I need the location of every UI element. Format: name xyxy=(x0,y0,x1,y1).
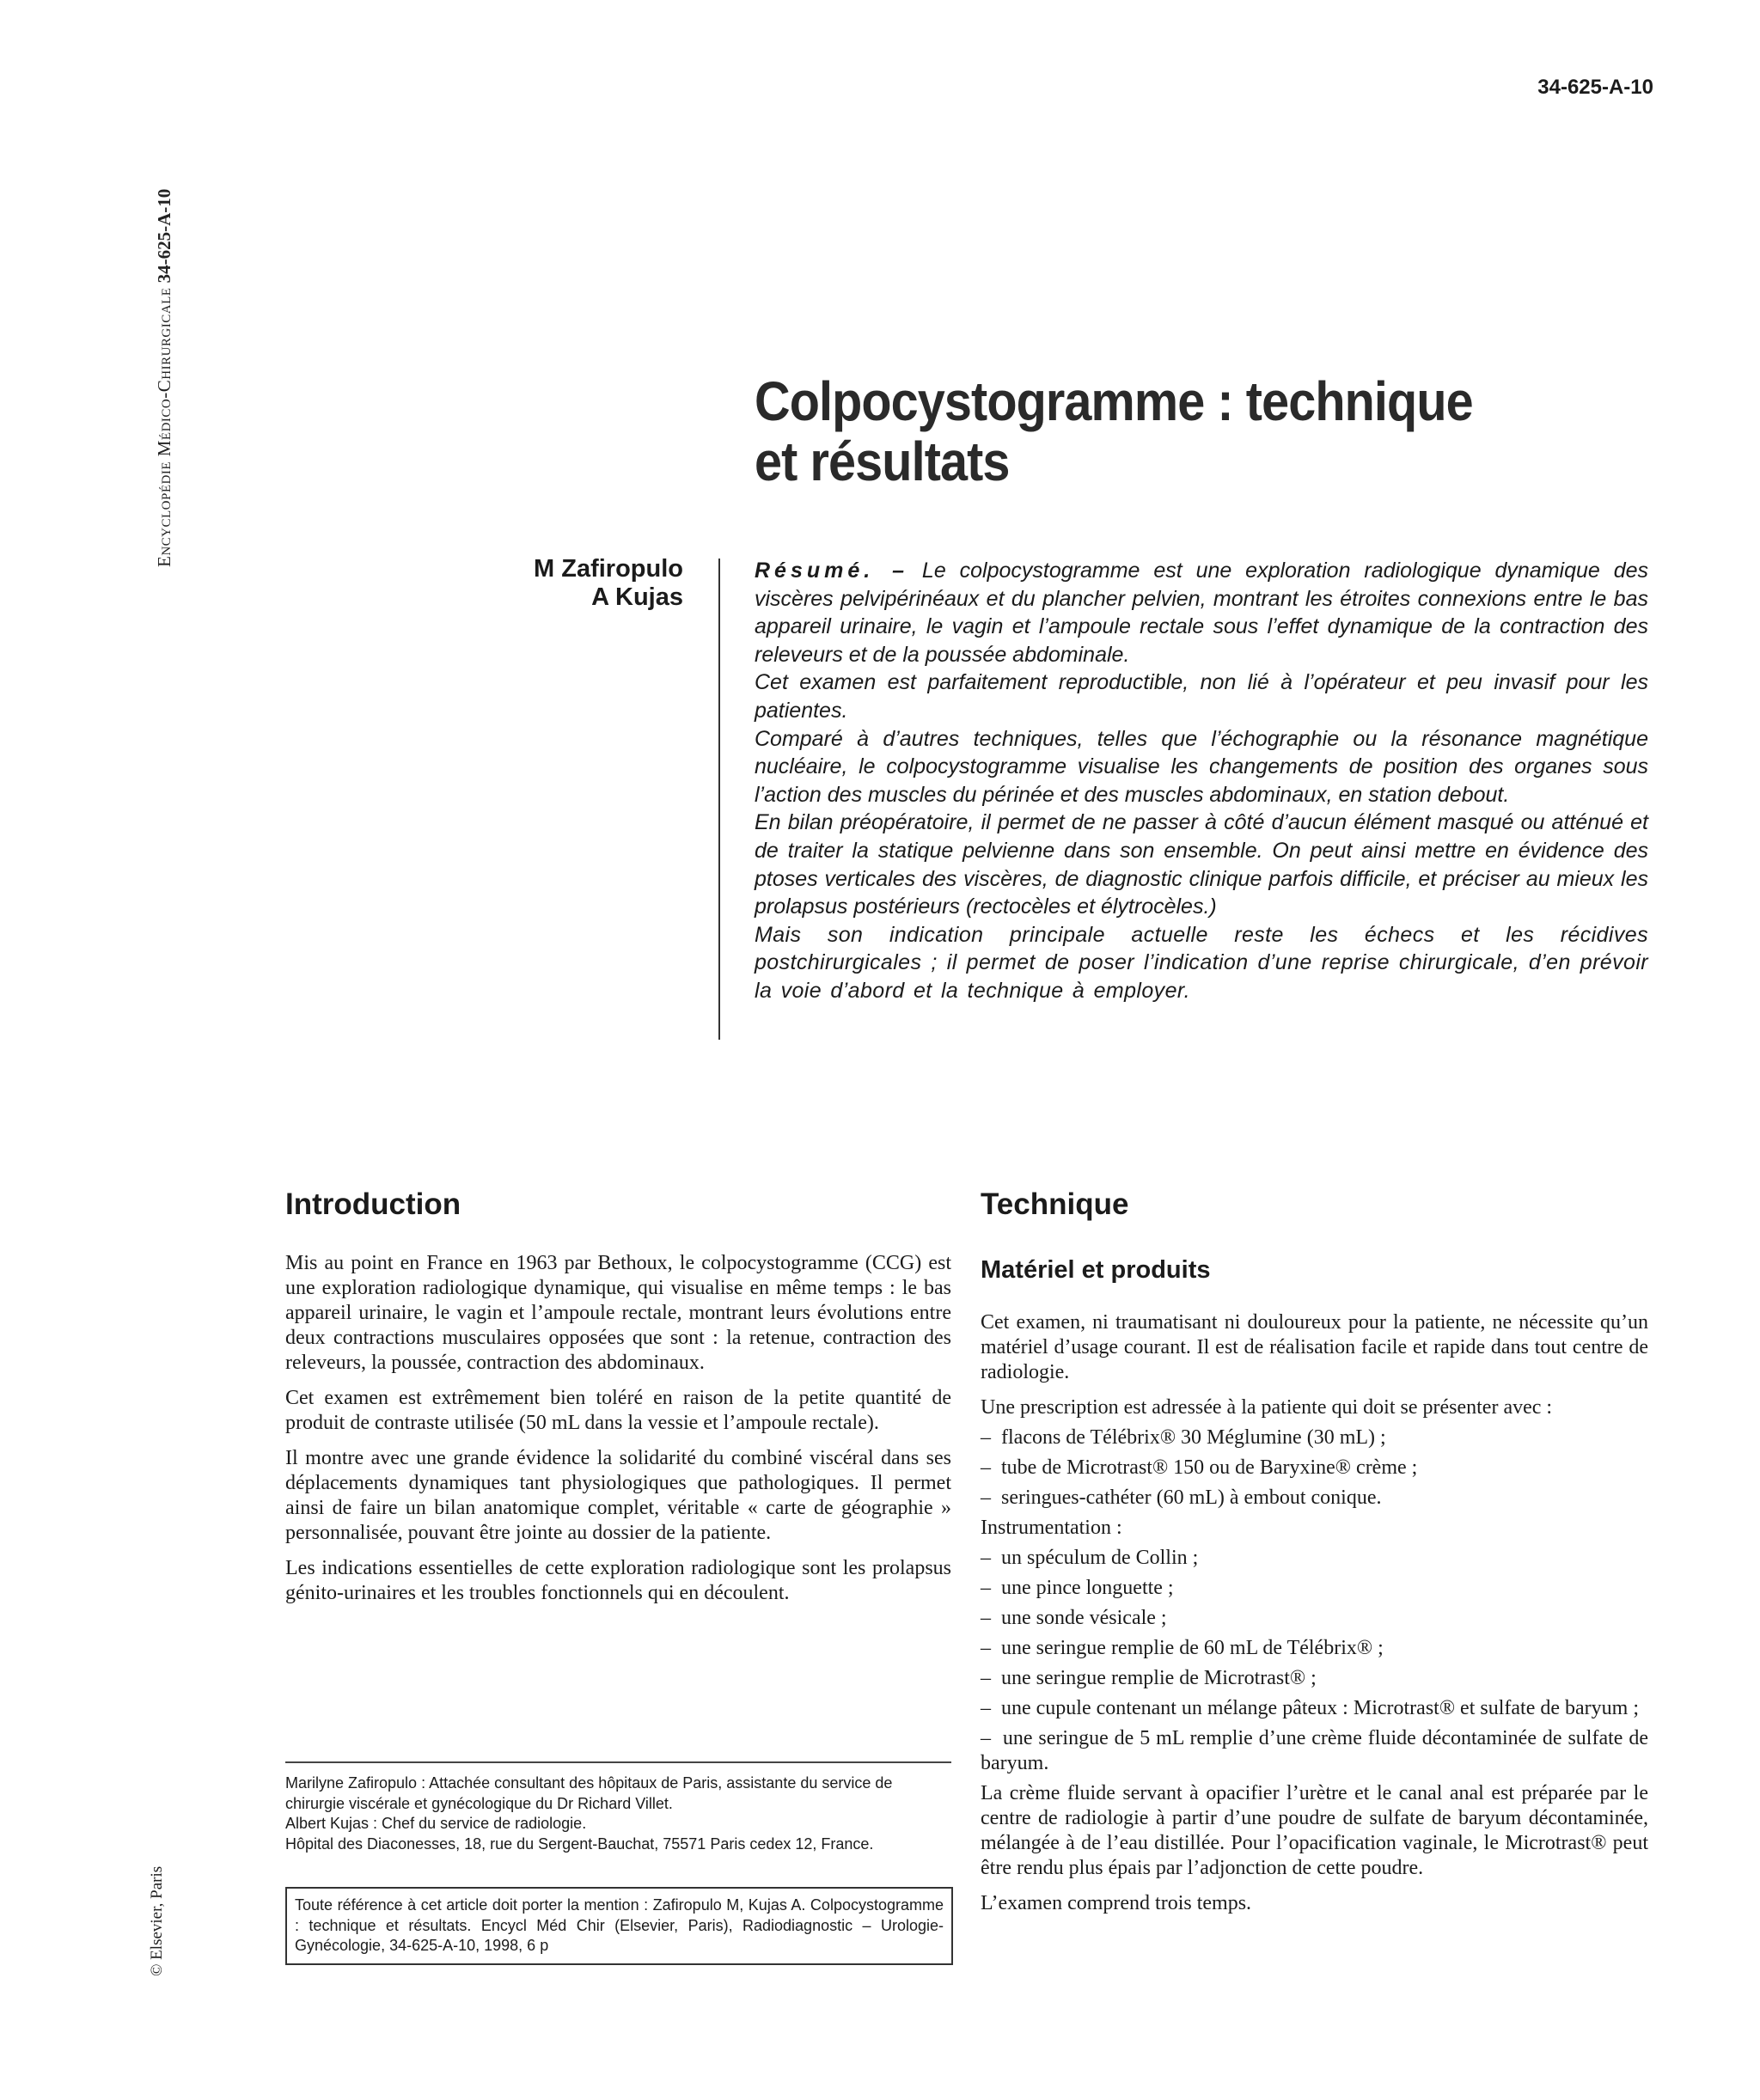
technique-heading: Technique xyxy=(981,1187,1129,1221)
introduction-heading: Introduction xyxy=(285,1187,461,1221)
footnote-line-3: Hôpital des Diaconesses, 18, rue du Sergent-Bauchat, 75571 Paris cedex 12, France. xyxy=(285,1834,874,1853)
intro-para-4: Les indications essentielles de cette exploration radiologique sont les prolapsus génito-urinaires et les troubles fonctionnels qui en découlent. xyxy=(285,1557,951,1604)
abstract-label: Résumé. – xyxy=(755,559,909,583)
abstract-para-3: Comparé à d’autres techniques, telles que l’échographie ou la résonance magnétique nucléaire, le colpocystogramme visualise les changements de position des organes sous l’action des muscles du périnée et des muscles abdominaux, en station debout. xyxy=(755,726,1648,807)
author-1: M Zafiropulo xyxy=(534,555,683,583)
instrumentation-label: Instrumentation : xyxy=(981,1517,1122,1539)
sidebar-copyright: © Elsevier, Paris xyxy=(148,1865,166,1976)
cream-paragraph: La crème fluide servant à opacifier l’urètre et le canal anal est préparée par le centre de radiologie à partir d’une poudre de sulfate de baryum décontaminée, mélangée à de l’eau distillée. Pour l’opacification vaginale, le Microtrast® peut être rendu plus épais par l’adjonction de cette poudre. xyxy=(981,1782,1648,1879)
prescription-item: – tube de Microtrast® 150 ou de Baryxine® crème ; xyxy=(981,1456,1648,1480)
abstract-divider xyxy=(718,559,720,1040)
sidebar-journal xyxy=(148,77,180,567)
instrument-item: – une pince longuette ; xyxy=(981,1576,1648,1601)
instrument-item: – une seringue de 5 mL remplie d’une crème fluide décontaminée de sulfate de baryum. xyxy=(981,1726,1648,1776)
doc-reference: 34-625-A-10 xyxy=(1537,76,1653,99)
footnote-rule xyxy=(285,1761,951,1763)
instrument-item: – une seringue remplie de 60 mL de Télébrix® ; xyxy=(981,1636,1648,1661)
abstract-para-5: Mais son indication principale actuelle reste les échecs et les récidives postchirurgicales ; il permet de poser l’indication d’une reprise chirurgicale, d’en prévoir la voie d’abord et la technique à employer. xyxy=(755,922,1648,1003)
footnote-line-2: Albert Kujas : Chef du service de radiologie. xyxy=(285,1815,587,1832)
author-footnote xyxy=(285,1773,951,1854)
instrumentation-list xyxy=(981,1546,1648,1776)
prescription-item: – flacons de Télébrix® 30 Méglumine (30 mL) ; xyxy=(981,1425,1648,1450)
citation-box: Toute référence à cet article doit porter la mention : Zafiropulo M, Kujas A. Colpocystogramme : technique et résultats. Encycl Méd Chir (Elsevier, Paris), Radiodiagnostic – Urologie-Gynécologie, 34-625-A-10, 1998, 6 p xyxy=(285,1887,953,1965)
article-title xyxy=(755,371,1590,491)
sidebar-code: 34-625-A-10 xyxy=(154,188,174,284)
author-2: A Kujas xyxy=(591,583,683,611)
title-line-2: et résultats xyxy=(755,430,1010,492)
introduction-body xyxy=(285,1251,951,1616)
title-line-1: Colpocystogramme : technique xyxy=(755,370,1473,432)
intro-para-2: Cet examen est extrêmement bien toléré en raison de la petite quantité de produit de contraste utilisée (50 mL dans la vessie et l’ampoule rectale). xyxy=(285,1387,951,1434)
instrument-item: – une cupule contenant un mélange pâteux : Microtrast® et sulfate de baryum ; xyxy=(981,1696,1648,1721)
abstract-para-2: Cet examen est parfaitement reproductible, non lié à l’opérateur et peu invasif pour les patientes. xyxy=(755,670,1648,723)
instrument-item: – un spéculum de Collin ; xyxy=(981,1546,1648,1571)
technique-intro: Cet examen, ni traumatisant ni douloureux pour la patiente, ne nécessite qu’un matériel d’usage courant. Il est de réalisation facile et rapide dans tout centre de radiologie. xyxy=(981,1311,1648,1383)
prescription-item: – seringues-cathéter (60 mL) à embout conique. xyxy=(981,1486,1648,1511)
abstract-para-1: Résumé. – Le colpocystogramme est une exploration radiologique dynamique des viscères pelvipérinéaux et du plancher pelvien, montrant les étroites connexions entre le bas appareil urinaire, le vagin et l’ampoule rectale sous l’effet dynamique de la contraction des releveurs et de la poussée abdominale. xyxy=(755,559,1649,667)
instrument-item: – une seringue remplie de Microtrast® ; xyxy=(981,1666,1648,1691)
materiel-subheading: Matériel et produits xyxy=(981,1256,1211,1284)
sidebar-encyclopedia: Encyclopédie Médico-Chirurgicale xyxy=(154,287,174,567)
abstract-para-4: En bilan préopératoire, il permet de ne passer à côté d’aucun élément masqué ou atténué et de traiter la statique pelvienne dans son ensemble. On peut ainsi mettre en évidence des ptoses verticales des viscères, de diagnostic clinique parfois difficile, et préciser au mieux les prolapsus postérieurs (rectocèles et élytrocèles.) xyxy=(755,810,1648,919)
intro-para-1: Mis au point en France en 1963 par Bethoux, le colpocystogramme (CCG) est une exploration radiologique dynamique, qui visualise en même temps : le bas appareil urinaire, le vagin et l’ampoule rectale, montrant leurs évolutions entre deux contractions musculaires opposées que sont : la retenue, contraction des releveurs, la poussée, contraction des abdominaux. xyxy=(285,1252,951,1374)
prescription-intro: Une prescription est adressée à la patiente qui doit se présenter avec : xyxy=(981,1396,1553,1419)
exam-phases-paragraph: L’examen comprend trois temps. xyxy=(981,1892,1252,1914)
instrument-item: – une sonde vésicale ; xyxy=(981,1606,1648,1631)
intro-para-3: Il montre avec une grande évidence la solidarité du combiné viscéral dans ses déplacements dynamiques tant physiologiques que pathologiques. Il permet ainsi de faire un bilan anatomique complet, véritable « carte de géographie » personnalisée, pouvant être jointe au dossier de la patiente. xyxy=(285,1447,951,1544)
prescription-list xyxy=(981,1425,1648,1511)
authors xyxy=(481,555,683,612)
technique-body xyxy=(981,1310,1648,1926)
abstract xyxy=(755,557,1648,1005)
footnote-line-1: Marilyne Zafiropulo : Attachée consultant des hôpitaux de Paris, assistante du service de chirurgie viscérale et gynécologique du Dr Richard Villet. xyxy=(285,1774,893,1812)
